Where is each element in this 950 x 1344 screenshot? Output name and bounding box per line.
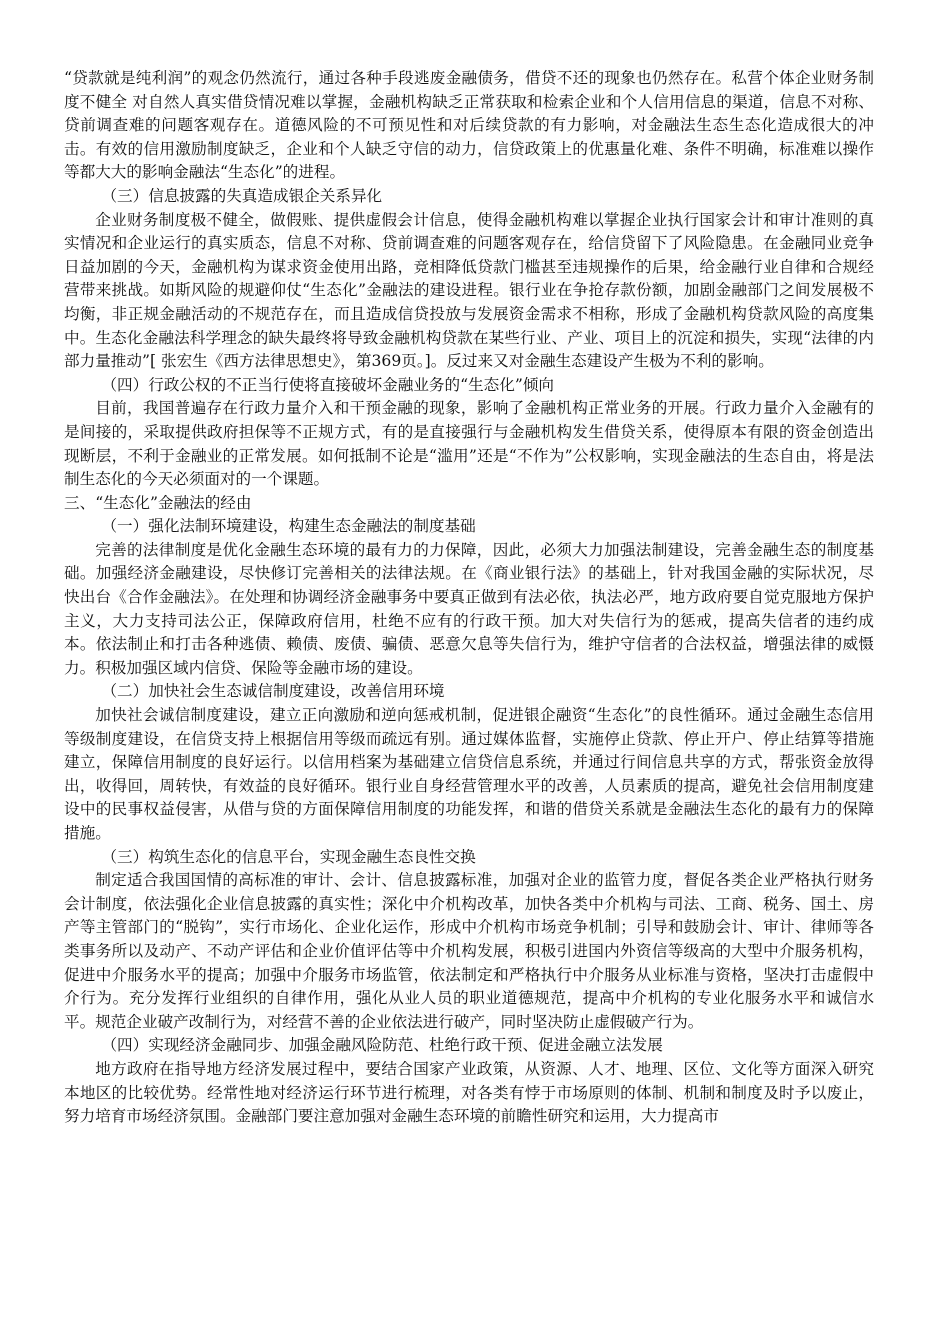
subsection-heading-1: （一）强化法制环境建设，构建生态金融法的制度基础 (101, 517, 476, 536)
paragraph-info-platform: 制定适合我国国情的高标准的审计、会计、信息披露标准，加强对企业的监管力度，督促各类企业严格执行财务会计制度，依法强化企业信息披露的真实性；深化中介机构改革，加快各类中介机构与司法、工商、税务、国土、房产等主管部门的“脱钩”，实行市场化、企业化运作，形成中介机构市场竞争机制；引导和鼓励会计、审计、律师等各类事务所以及动产、不动产评估和企业价值评估等中介机构发展，积极引进国内外资信等级高的大型中介服务机构，促进中介服务水平的提高；加强中介服务市场监管，依法制定和严格执行中介服务从业标准与资格，坚决打击虚假中介行为。充分发挥行业组织的自律作用，强化从业人员的职业道德规范，提高中介机构的专业化服务水平和诚信水平。规范企业破产改制行为，对经营不善的企业依法进行破产，同时坚决防止虚假破产行为。 (64, 871, 874, 1031)
paragraph-admin-power: 目前，我国普遍存在行政力量介入和干预金融的现象，影响了金融机构正常业务的开展。行政力量介入金融有的是间接的，采取提供政府担保等不正规方式，有的是直接强行与金融机构发生借贷关系，使得原本有限的资金创造出现断层，不利于金融业的正常发展。如何抵制不论是“滥用”还是“不作为”公权影响，实现金融法的生态自由，将是法制生态化的今天必须面对的一个课题。 (64, 399, 874, 489)
chapter-heading-3: 三、“生态化”金融法的经由 (64, 493, 252, 512)
paragraph-local-government: 地方政府在指导地方经济发展过程中，要结合国家产业政策，从资源、人才、地理、区位、文化等方面深入研究本地区的比较优势。经常性地对经济运行环节进行梳理，对各类有悖于市场原则的体制、机制和制度及时予以废止，努力培育市场经济氛围。金融部门要注意加强对金融生态环境的前瞻性研究和运用，大力提高市 (64, 1059, 874, 1126)
paragraph-legal-environment: 完善的法律制度是优化金融生态环境的最有力的力保障，因此，必须大力加强法制建设，完善金融生态的制度基础。加强经济金融建设，尽快修订完善相关的法律法规。在《商业银行法》的基础上，针对我国金融的实际状况，尽快出台《合作金融法》。在处理和协调经济金融事务中要真正做到有法必依，执法必严，地方政府要自觉克服地方保护主义，大力支持司法公正，保障政府信用，杜绝不应有的行政干预。加大对失信行为的惩戒，提高失信者的违约成本。依法制止和打击各种逃债、赖债、废债、骗债、恶意欠息等失信行为，维护守信者的合法权益，增强法律的威慑力。积极加强区域内信贷、保险等金融市场的建设。 (64, 540, 874, 677)
section-heading-3: （三）信息披露的失真造成银企关系异化 (101, 186, 383, 205)
subsection-heading-2: （二）加快社会生态诚信制度建设，改善信用环境 (101, 682, 445, 701)
paragraph-intro: “贷款就是纯利润”的观念仍然流行，通过各种手段逃废金融债务，借贷不还的现象也仍然存在。私营个体企业财务制度不健全 对自然人真实借贷情况难以掌握，金融机构缺乏正常获取和检索企业和个人信用信息的渠道，信息不对称、贷前调查难的问题客观存在。道德风险的不可预见性和对后续贷款的有力影响，对金融法生态生态化造成很大的冲击。有效的信用激励制度缺乏，企业和个人缺乏守信的动力，信贷政策上的优惠量化难、条件不明确，标准难以操作等都大大的影响金融法“生态化”的进程。 (64, 69, 874, 182)
subsection-heading-3: （三）构筑生态化的信息平台，实现金融生态良性交换 (101, 847, 476, 866)
subsection-heading-4: （四）实现经济金融同步、加强金融风险防范、杜绝行政干预、促进金融立法发展 (101, 1036, 663, 1055)
section-heading-4: （四）行政公权的不正当行使将直接破坏金融业务的“生态化”倾向 (101, 375, 555, 394)
paragraph-credit-system: 加快社会诚信制度建设，建立正向激励和逆向惩戒机制，促进银企融资“生态化”的良性循环。通过金融生态信用等级制度建设，在信贷支持上根据信用等级而疏远有别。通过媒体监督，实施停止贷款、停止开户、停止结算等措施建立，保障信用制度的良好运行。以信用档案为基础建立信贷信息系统，并通过行间信息共享的方式，帮张资金放得出，收得回，周转快，有效益的良好循环。银行业自身经营管理水平的改善，人员素质的提高，避免社会信用制度建设中的民事权益侵害，从借与贷的方面保障信用制度的功能发挥，和谐的借贷关系就是金融法生态化的最有力的保障措施。 (64, 706, 874, 842)
paragraph-info-disclosure: 企业财务制度极不健全，做假账、提供虚假会计信息，使得金融机构难以掌握企业执行国家会计和审计准则的真实情况和企业运行的真实质态，信息不对称、贷前调查难的问题客观存在，给信贷留下了风险隐患。在金融同业竞争日益加剧的今天，金融机构为谋求资金使用出路，竞相降低贷款门槛甚至违规操作的后果，给金融行业自律和合规经营带来挑战。如斯风险的规避仰仗“生态化”金融法的建设进程。银行业在争抢存款份额，加剧金融部门之间发展极不均衡，非正规金融活动的不规范存在，而且造成信贷投放与发展资金需求不相称，形成了金融机构贷款风险的高度集中。生态化金融法科学理念的缺失最终将导致金融机构贷款在某些行业、产业、项目上的沉淀和损失，实现“法律的内部力量推动”[ 张宏生《西方法律思想史》，第369页。]。反过来又对金融生态建设产生极为不利的影响。 (64, 210, 874, 371)
